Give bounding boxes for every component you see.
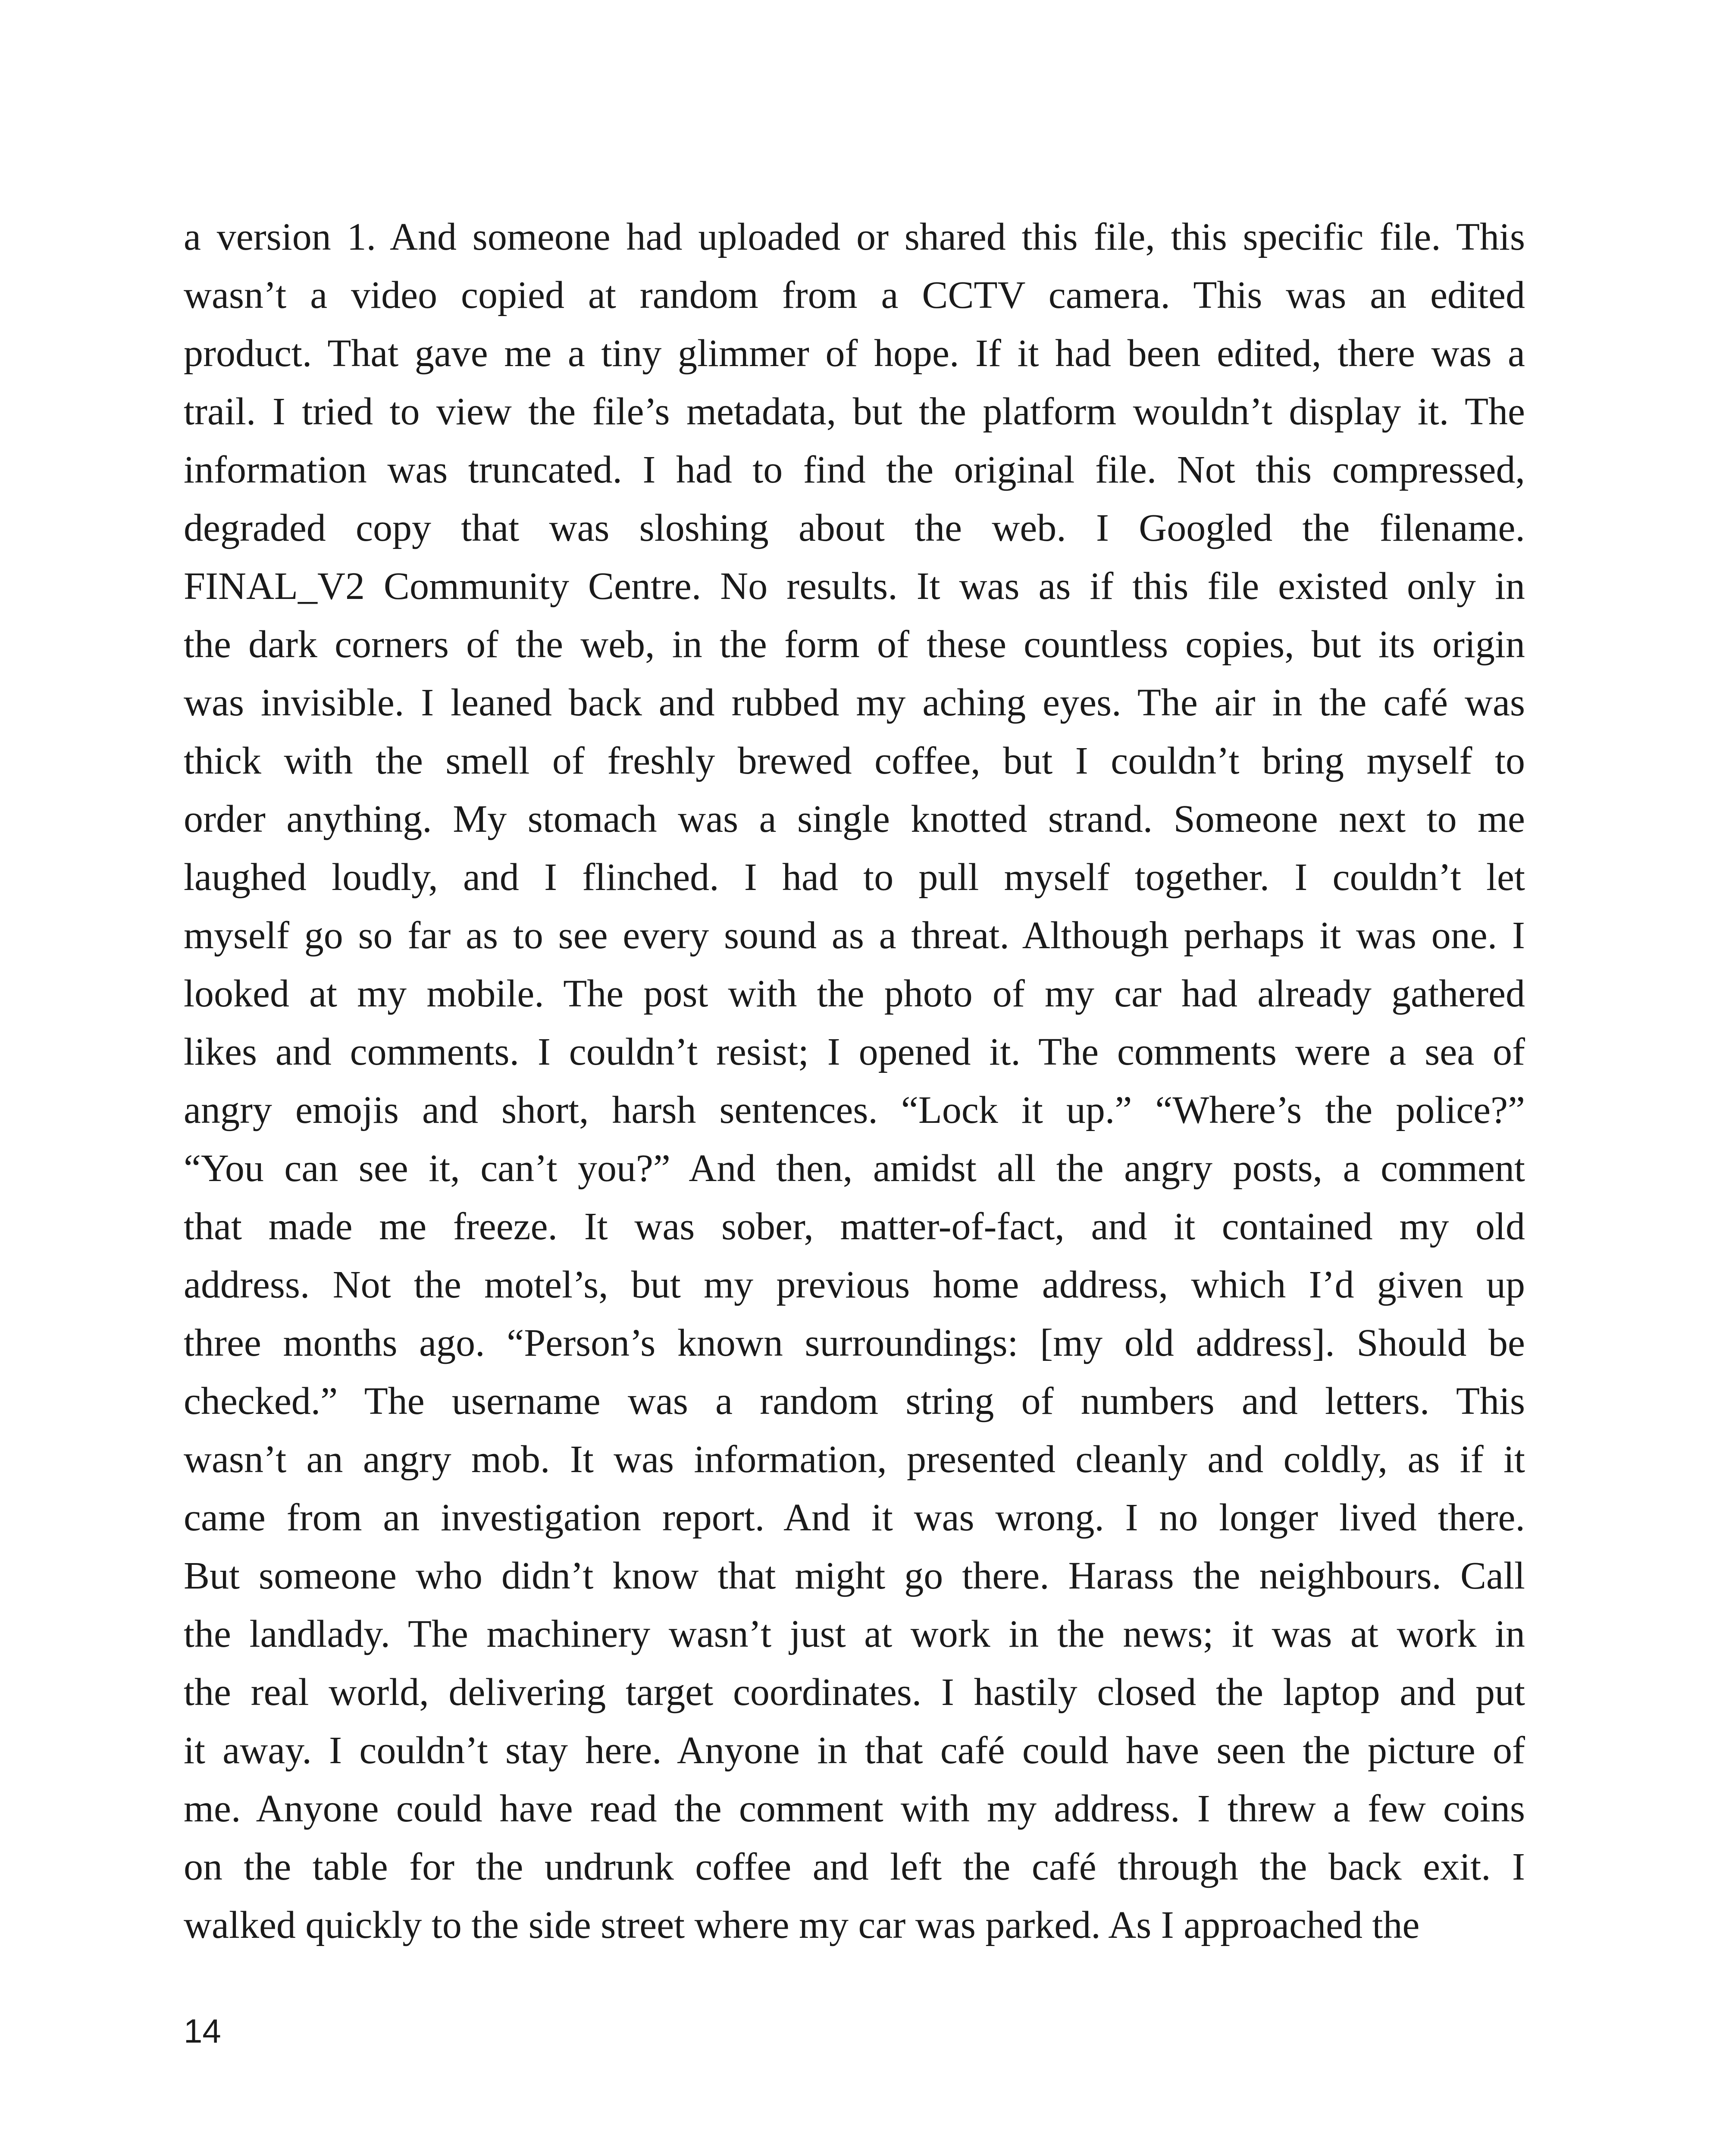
text-line: came from an investigation report. And it was wrong. I no longer lived there. — [184, 1496, 1525, 1539]
text-line: wasn’t an angry mob. It was information, presented cleanly and coldly, as if it — [184, 1438, 1525, 1481]
body-text — [184, 208, 1525, 1954]
text-line: myself go so far as to see every sound as a threat. Although perhaps it was one. I — [184, 914, 1525, 957]
text-line: was invisible. I leaned back and rubbed my aching eyes. The air in the café was — [184, 681, 1525, 724]
text-line: address. Not the motel’s, but my previous home address, which I’d given up — [184, 1263, 1525, 1306]
text-line: FINAL_V2 Community Centre. No results. It was as if this file existed only in — [184, 565, 1525, 608]
text-line: angry emojis and short, harsh sentences. “Lock it up.” “Where’s the police?” — [184, 1089, 1525, 1131]
text-line: that made me freeze. It was sober, matter-of-fact, and it contained my old — [184, 1205, 1525, 1248]
text-line: thick with the smell of freshly brewed coffee, but I couldn’t bring myself to — [184, 740, 1525, 782]
text-line: trail. I tried to view the file’s metadata, but the platform wouldn’t display it. The — [184, 390, 1525, 433]
text-line: on the table for the undrunk coffee and left the café through the back exit. I — [184, 1846, 1525, 1888]
page-number: 14 — [184, 2012, 221, 2050]
text-line: checked.” The username was a random string of numbers and letters. This — [184, 1380, 1525, 1423]
text-line: the real world, delivering target coordinates. I hastily closed the laptop and put — [184, 1671, 1525, 1714]
text-line: the dark corners of the web, in the form of these countless copies, but its origin — [184, 623, 1525, 666]
text-line: product. That gave me a tiny glimmer of hope. If it had been edited, there was a — [184, 332, 1525, 375]
text-line: three months ago. “Person’s known surroundings: [my old address]. Should be — [184, 1322, 1525, 1364]
text-line: wasn’t a video copied at random from a CCTV camera. This was an edited — [184, 274, 1525, 317]
text-line: likes and comments. I couldn’t resist; I opened it. The comments were a sea of — [184, 1031, 1525, 1073]
text-line: degraded copy that was sloshing about the web. I Googled the filename. — [184, 507, 1525, 549]
text-line: laughed loudly, and I flinched. I had to pull myself together. I couldn’t let — [184, 856, 1525, 899]
text-line: me. Anyone could have read the comment with my address. I threw a few coins — [184, 1787, 1525, 1830]
text-line: “You can see it, can’t you?” And then, amidst all the angry posts, a comment — [184, 1147, 1525, 1190]
text-line: information was truncated. I had to find the original file. Not this compressed, — [184, 448, 1525, 491]
text-line: looked at my mobile. The post with the photo of my car had already gathered — [184, 972, 1525, 1015]
text-line: the landlady. The machinery wasn’t just at work in the news; it was at work in — [184, 1613, 1525, 1655]
text-line: order anything. My stomach was a single knotted strand. Someone next to me — [184, 798, 1525, 840]
text-line: walked quickly to the side street where my car was parked. As I approached the — [184, 1904, 1420, 1946]
text-line: a version 1. And someone had uploaded or shared this file, this specific file. This — [184, 216, 1525, 258]
text-line: But someone who didn’t know that might go there. Harass the neighbours. Call — [184, 1554, 1525, 1597]
text-line: it away. I couldn’t stay here. Anyone in that café could have seen the picture of — [184, 1729, 1525, 1772]
